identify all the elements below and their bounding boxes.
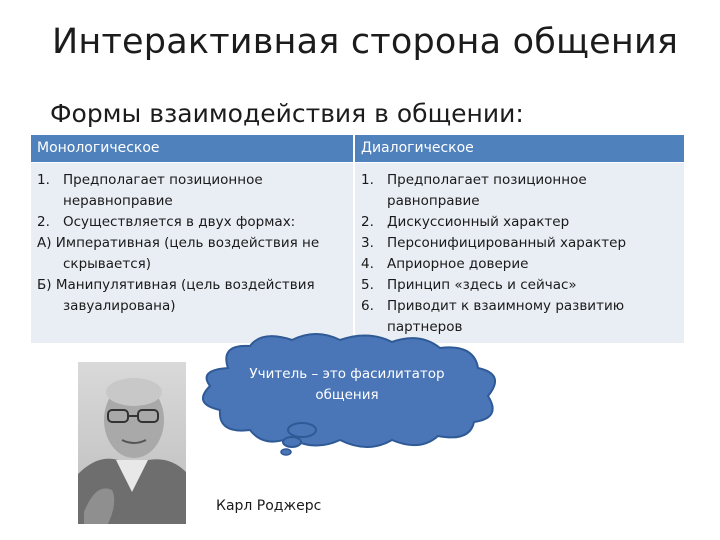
page-title: Интерактивная сторона общения xyxy=(52,22,679,62)
list-item: скрывается) xyxy=(63,256,152,272)
forms-table xyxy=(31,135,684,343)
cloud-caption: Учитель – это фасилитатор общения xyxy=(249,366,445,403)
list-item: неравноправие xyxy=(63,193,173,209)
list-item: завуалирована) xyxy=(63,298,176,314)
header-dialogical: Диалогическое xyxy=(355,135,684,162)
page-subtitle: Формы взаимодействия в общении: xyxy=(50,99,524,128)
list-item: 6. Приводит к взаимному развитию xyxy=(361,298,625,314)
list-item: 1. Предполагает позиционное xyxy=(37,172,263,188)
list-item: 1. Предполагает позиционное xyxy=(361,172,587,188)
list-item: равноправие xyxy=(387,193,480,209)
portrait-photo xyxy=(78,362,186,524)
photo-caption: Карл Роджерс xyxy=(216,498,322,514)
list-item: 5. Принцип «здесь и сейчас» xyxy=(361,277,577,293)
list-item: партнеров xyxy=(387,319,463,335)
list-item: 3. Персонифицированный характер xyxy=(361,235,627,251)
list-item: 4. Априорное доверие xyxy=(361,256,529,272)
list-item: 2. Осуществляется в двух формах: xyxy=(37,214,296,230)
monological-cell xyxy=(31,163,353,343)
list-item: 2. Дискуссионный характер xyxy=(361,214,570,230)
list-item: Б) Манипулятивная (цель воздействия xyxy=(37,277,315,293)
header-monological: Монологическое xyxy=(31,135,353,162)
list-item: А) Императивная (цель воздействия не xyxy=(37,235,320,251)
dialogical-cell xyxy=(355,163,684,343)
